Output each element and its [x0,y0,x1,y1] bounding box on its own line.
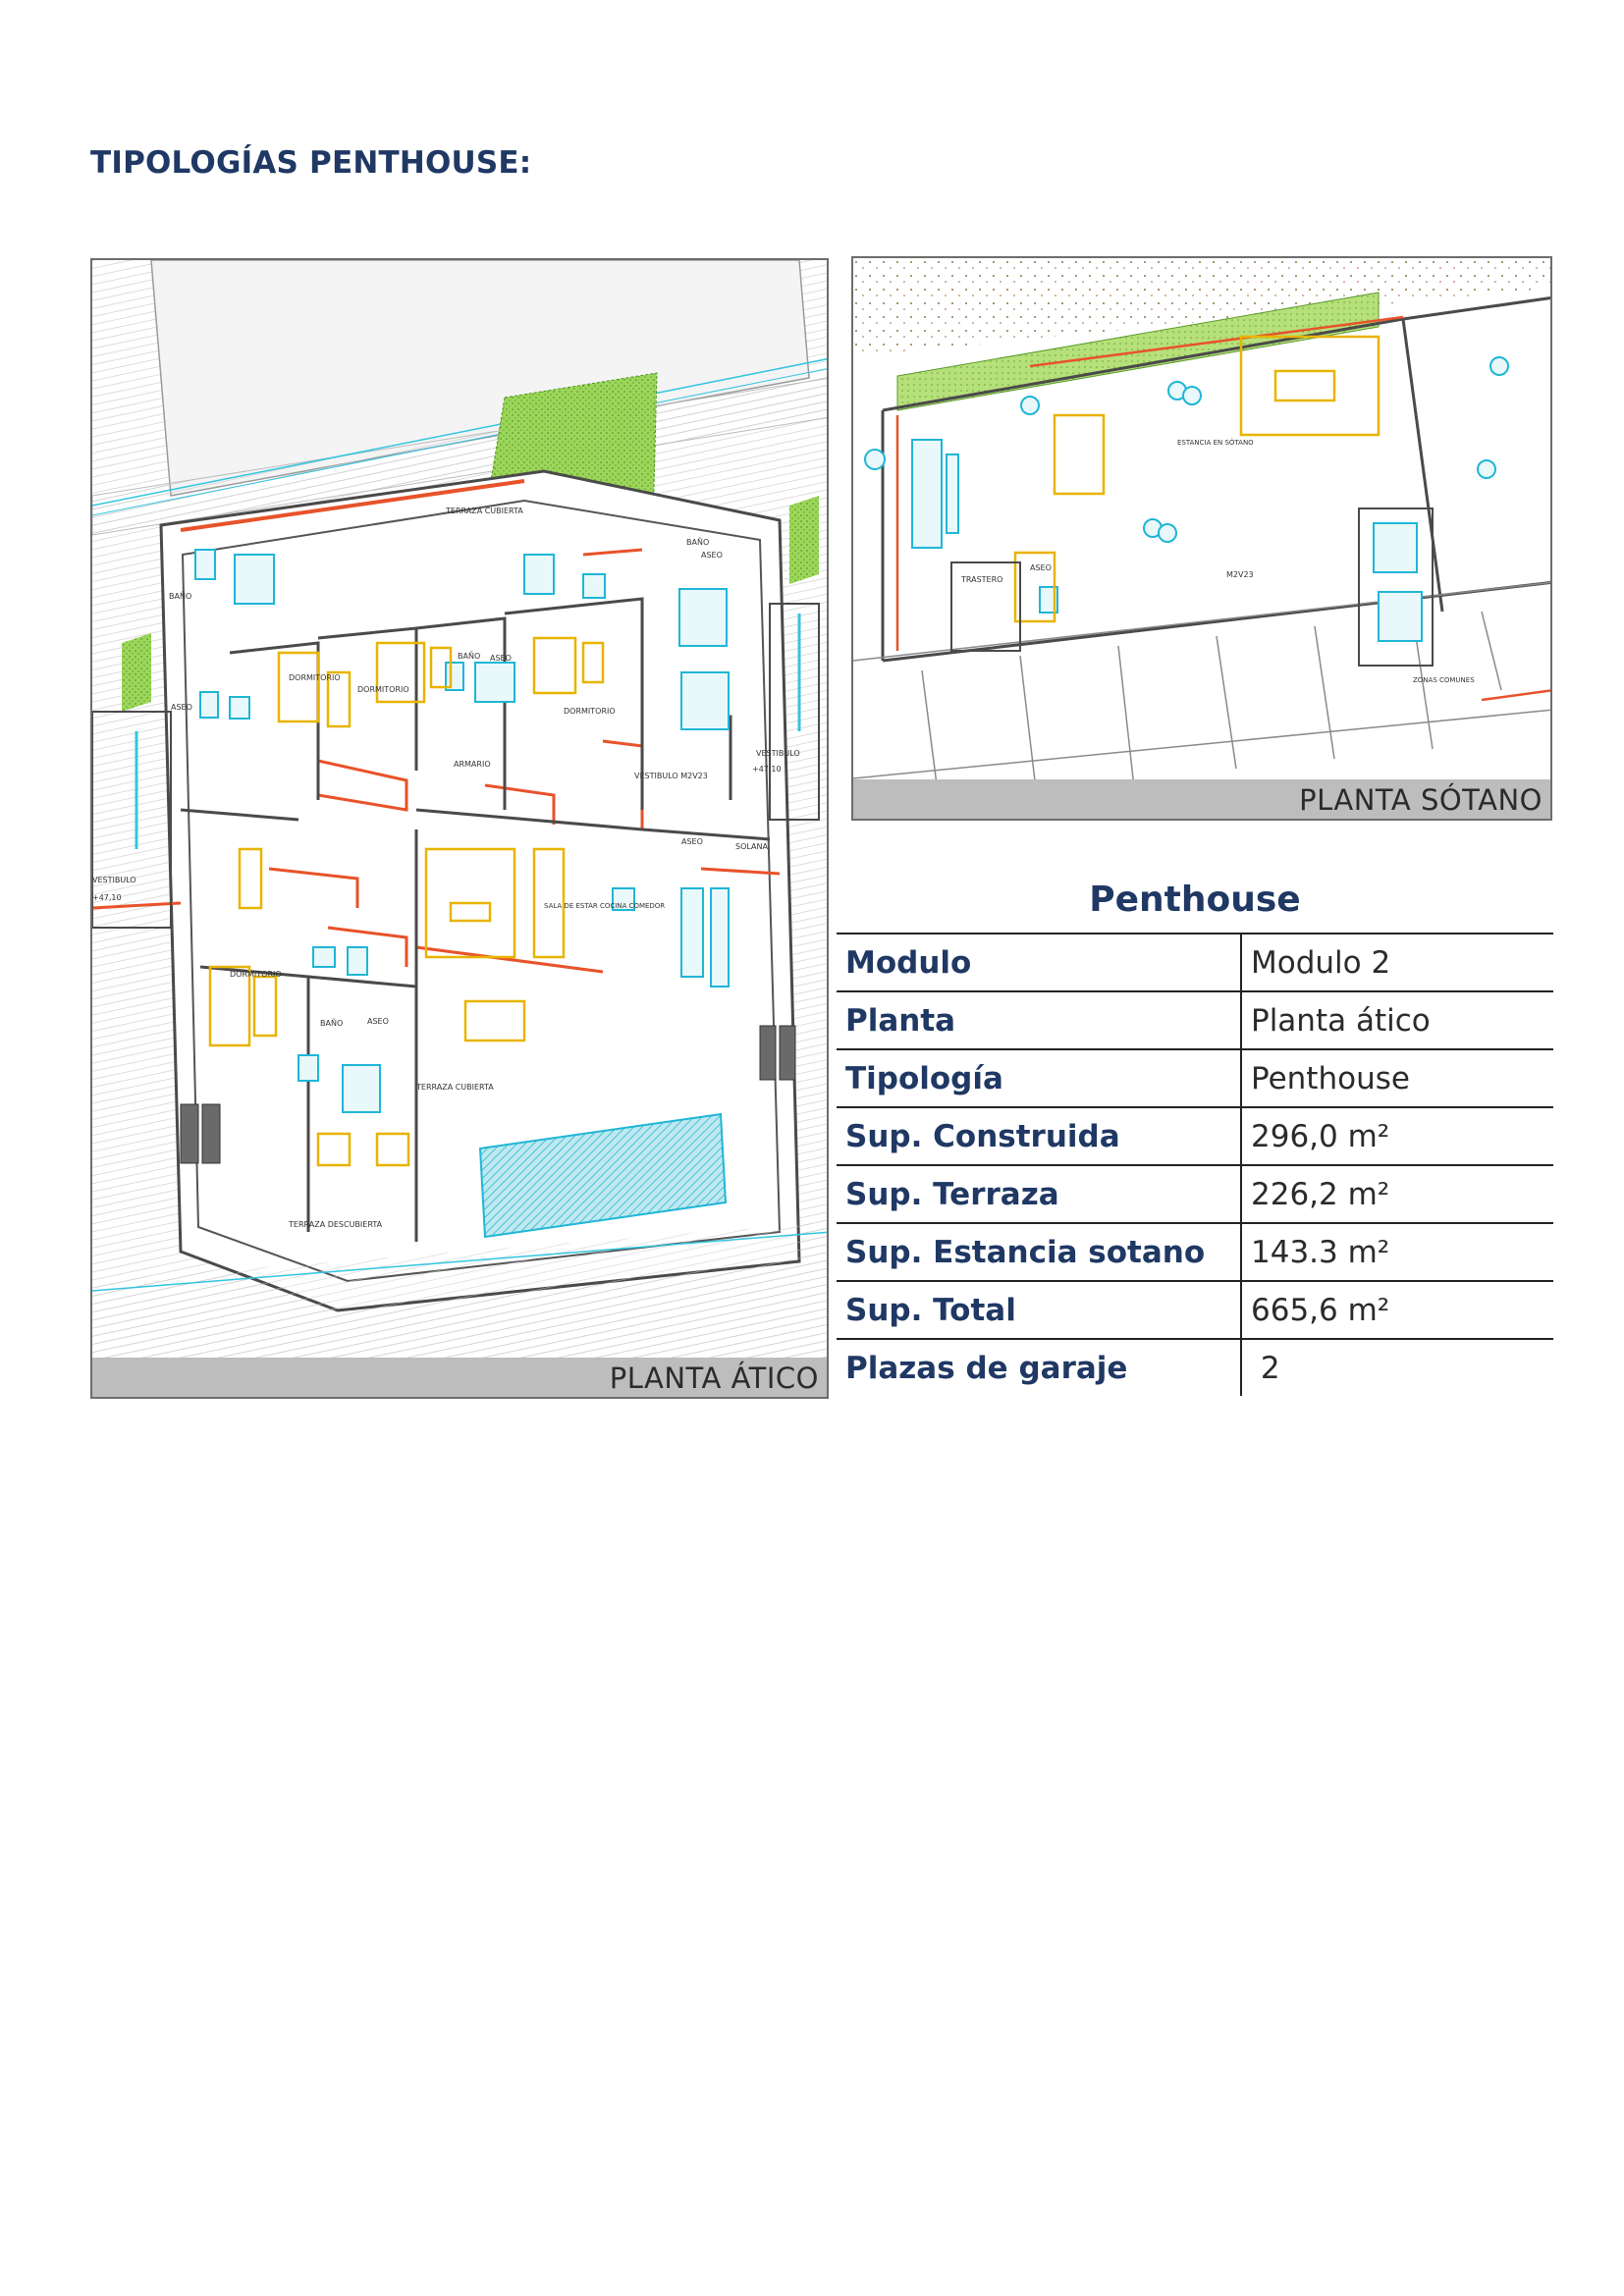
page-title: TIPOLOGÍAS PENTHOUSE: [90,145,532,181]
label-aseo-2: ASEO [490,654,512,663]
spec-label: Planta [837,991,1241,1049]
table-row [837,1339,1553,1396]
table-row [837,991,1553,1049]
label-level-right: +47,10 [752,765,782,774]
label-terraza-descubierta: TERRAZA DESCUBIERTA [289,1220,383,1229]
label-bano-4: BAÑO [320,1019,344,1028]
spec-value: Planta ático [1241,991,1553,1049]
label-aseo-sotano: ASEO [1030,563,1052,572]
label-vestibulo-mzv: VESTIBULO M2V23 [634,772,708,780]
floor-plan-sotano [851,256,1552,821]
spec-label: Sup. Total [837,1281,1241,1339]
spec-table [837,933,1553,1396]
spec-label: Plazas de garaje [837,1339,1241,1396]
table-row [837,1281,1553,1339]
label-terraza-cubierta-top: TERRAZA CUBIERTA [446,507,523,515]
plan-caption-sotano: PLANTA SÓTANO [1299,783,1543,817]
spec-value: 143.3 m² [1241,1223,1553,1281]
spec-label: Modulo [837,934,1241,991]
label-dormitorio-3: DORMITORIO [564,707,616,716]
label-terraza-cubierta: TERRAZA CUBIERTA [416,1083,494,1092]
atico-drawing [92,260,829,1399]
label-aseo-3: ASEO [701,551,723,560]
label-dormitorio-2: DORMITORIO [357,685,409,694]
spec-value: 296,0 m² [1241,1107,1553,1165]
table-row [837,1049,1553,1107]
spec-table-title: Penthouse [1089,880,1301,920]
label-vestibulo: VESTIBULO [756,749,800,758]
label-aseo-4: ASEO [367,1017,389,1026]
spec-label: Sup. Estancia sotano [837,1223,1241,1281]
label-solana: SOLANA [735,842,768,851]
spec-value: Modulo 2 [1241,934,1553,991]
label-dormitorio-1: DORMITORIO [289,673,341,682]
table-row [837,934,1553,991]
spec-label: Sup. Terraza [837,1165,1241,1223]
label-aseo-1: ASEO [171,703,192,712]
plan-caption-atico: PLANTA ÁTICO [609,1362,819,1395]
table-row [837,1165,1553,1223]
label-bano-3: BAÑO [686,538,710,547]
label-dormitorio-4: DORMITORIO [230,970,282,979]
floor-plan-atico [90,258,829,1399]
sotano-drawing [853,258,1552,821]
spec-label: Tipología [837,1049,1241,1107]
label-bano-2: BAÑO [458,652,481,661]
spec-value: 226,2 m² [1241,1165,1553,1223]
table-row [837,1107,1553,1165]
spec-label: Sup. Construida [837,1107,1241,1165]
spec-value: 2 [1241,1339,1553,1396]
label-zonas-comunes: ZONAS COMUNES [1413,676,1475,684]
table-row [837,1223,1553,1281]
label-armario: ARMARIO [454,760,491,769]
spec-value: 665,6 m² [1241,1281,1553,1339]
spec-value: Penthouse [1241,1049,1553,1107]
label-m2v: M2V23 [1226,570,1254,579]
label-level-left: +47,10 [92,893,122,902]
label-vestibulo-left: VESTIBULO [92,876,136,884]
label-estancia: ESTANCIA EN SÓTANO [1177,439,1254,447]
label-aseo-5: ASEO [681,837,703,846]
label-sala: SALA DE ESTAR COCINA COMEDOR [544,902,666,910]
label-trastero: TRASTERO [961,575,1003,584]
label-bano-1: BAÑO [169,592,192,601]
